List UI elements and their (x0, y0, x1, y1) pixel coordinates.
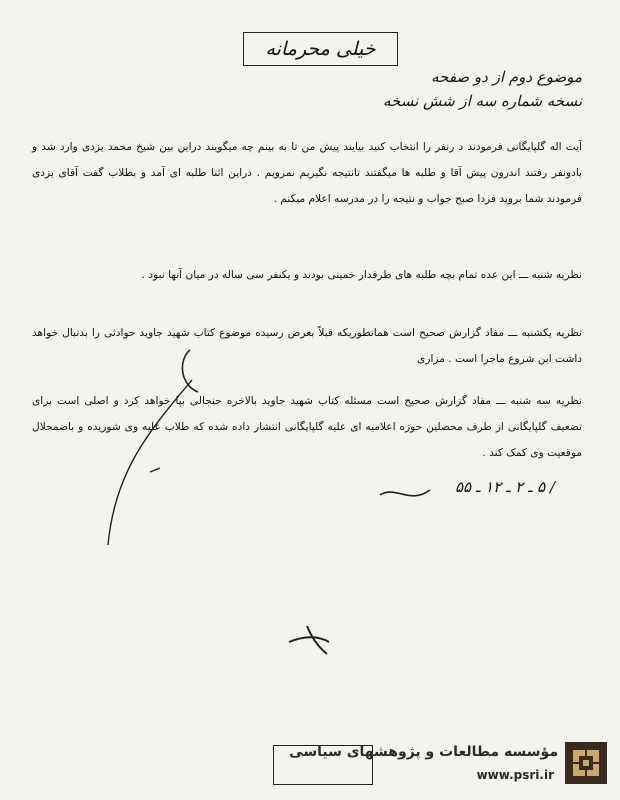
handwritten-note-page: موضوع دوم از دو صفحه (431, 68, 582, 86)
report-paragraph-2: نظریه شنبه ـــ این عده تمام بچه طلبه های طرفدار خمینی بودند و یکنفر سی ساله در میان آنها نبود . (141, 269, 582, 281)
handwritten-signature-date: / ۵ ـ ۲ ـ ۱۲ ـ ۵۵ (454, 478, 555, 496)
classification-text: خیلی محرمانه (265, 38, 376, 60)
classification-stamp (243, 32, 398, 66)
report-paragraph-4: نظریه سه شنبه ـــ مفاد گزارش صحیح است مسئله کتاب شهید جاوید بالاخره جنجالی بپا خواهد کرد و اصلی است برای تضعیف گلپایگانی از طرف محصلین حوزه اعلامیه ای علیه گلپایگانی انتشار داده شده که طلاب علیه وی شوریده و باضمحلال موقعیت وی کمک کند . (32, 395, 582, 459)
x-mark-icon (285, 620, 335, 660)
report-paragraph-1: آیت اله گلپایگانی فرمودند د رنفر را انتخاب کنید بیایند پیش من تا به بینم چه میگویند دراین بین شیخ محمد یزدی وارد شد و بادونفر رفتند اندرون پیش آقا و طلبه ها میگفتند تانتیجه نگیریم نمرویم . دراین اثنا طلبه ای آمد و بطلاب گفت آقای یزدی فرمودند شما بروید فردا صبح جواب و نتیجه را در مدرسه اعلام میکنم . (32, 141, 582, 205)
handwritten-note-copy: نسخه شماره سه از شش نسخه (382, 92, 582, 110)
institute-name: مؤسسه مطالعات و پژوهشهای سیاسی (289, 744, 558, 760)
institute-website: www.psri.ir (476, 768, 554, 782)
report-paragraph-3: نظریه یکشنبه ـــ مفاد گزارش صحیح است همانطوریکه قبلاً بعرض رسیده موضوع کتاب شهید جاوید حوادثی را بدنبال خواهد داشت این شروع ماجرا است . مزاری (32, 327, 582, 365)
institute-logo-icon (565, 742, 607, 784)
